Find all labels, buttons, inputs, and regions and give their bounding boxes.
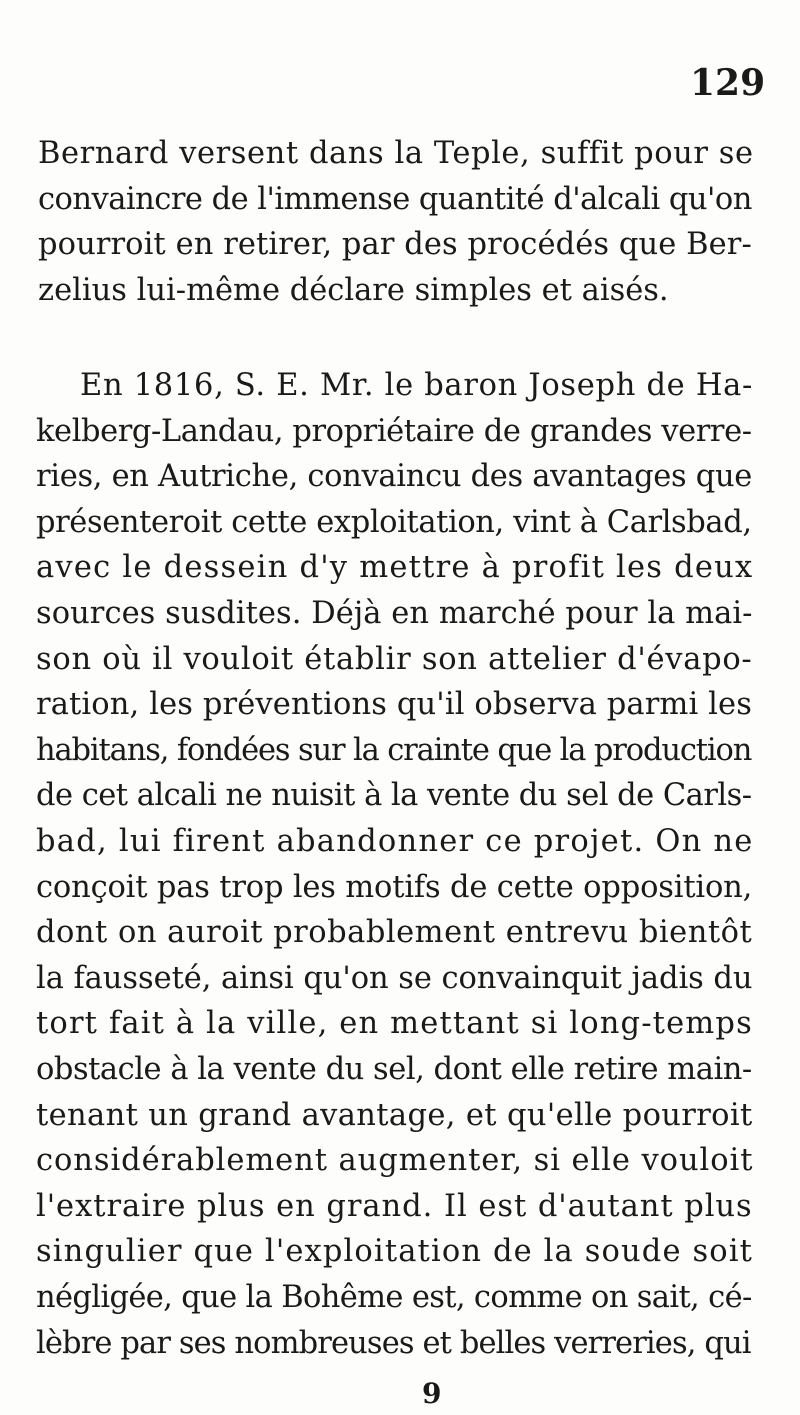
text-line: sources susdites. Déjà en marché pour la mai-	[36, 596, 753, 631]
text-line: ries, en Autriche, convaincu des avantages que	[36, 459, 753, 494]
signature-mark: 9	[422, 1377, 442, 1410]
text-line: obstacle à la vente du sel, dont elle retire main-	[36, 1052, 752, 1087]
text-line: habitans, fondées sur la crainte que la production	[36, 733, 752, 768]
text-line: En 1816, S. E. Mr. le baron Joseph de Ha-	[80, 368, 754, 403]
text-line: l'extraire plus en grand. Il est d'autant plus	[36, 1189, 753, 1224]
text-line: bad, lui firent abandonner ce projet. On ne	[36, 824, 754, 859]
text-line: zelius lui-même déclare simples et aisés.	[38, 273, 669, 308]
text-line: lèbre par ses nombreuses et belles verreries, qui	[36, 1326, 751, 1361]
text-line: dont on auroit probablement entrevu bientôt	[36, 915, 753, 950]
text-line: présenteroit cette exploitation, vint à Carlsbad,	[36, 505, 752, 540]
text-line: de cet alcali ne nuisit à la vente du sel de Carls-	[36, 778, 752, 813]
text-line: singulier que l'exploitation de la soude soit	[36, 1234, 754, 1269]
text-line: Bernard versent dans la Teple, suffit pour se	[38, 136, 754, 171]
text-line: tort fait à la ville, en mettant si long-temps	[36, 1006, 753, 1041]
text-line: convaincre de l'immense quantité d'alcali qu'on	[38, 182, 752, 217]
text-line: conçoit pas trop les motifs de cette opposition,	[36, 870, 753, 905]
text-line: ration, les préventions qu'il observa parmi les	[36, 687, 753, 722]
text-line: son où il vouloit établir son attelier d'évapo-	[36, 642, 753, 677]
text-line: la fausseté, ainsi qu'on se convainquit jadis du	[36, 961, 753, 996]
text-line: pourroit en retirer, par des procédés que Ber-	[38, 227, 752, 262]
text-line: considérablement augmenter, si elle vouloit	[36, 1143, 754, 1178]
text-line: tenant un grand avantage, et qu'elle pourroit	[36, 1098, 753, 1133]
text-line: avec le dessein d'y mettre à profit les deux	[36, 550, 754, 585]
text-line: kelberg-Landau, propriétaire de grandes verre-	[36, 414, 752, 449]
page-number: 129	[690, 62, 766, 104]
text-line: négligée, que la Bohême est, comme on sait, cé-	[36, 1280, 752, 1315]
